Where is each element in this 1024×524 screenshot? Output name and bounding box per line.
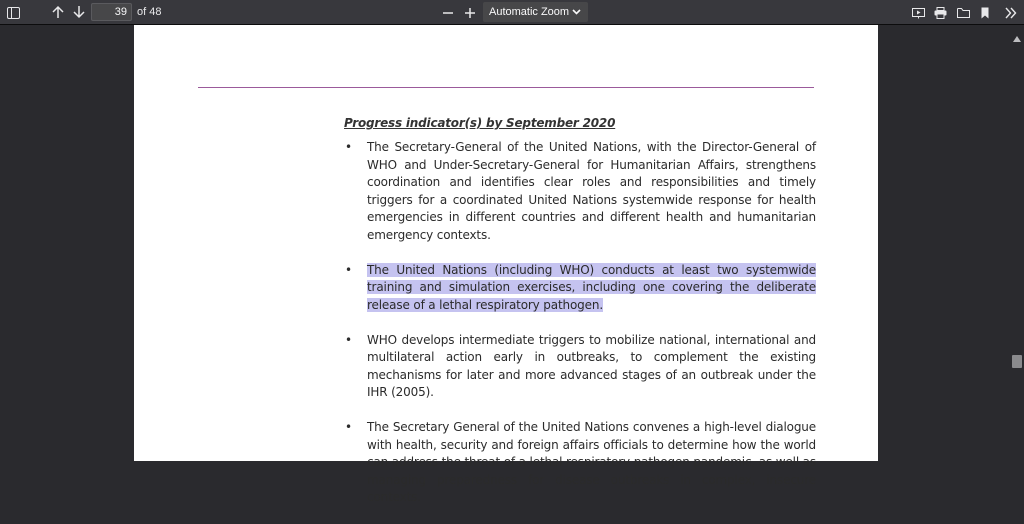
document-viewer[interactable] bbox=[0, 25, 1010, 504]
list-item-text: The Secretary-General of the United Nations, with the Director-General of WHO and Under-Secretary-General for Humanitarian Affairs, strengthens coordination and identifies clear roles and responsibilities and timely triggers for a coordinated United Nations systemwide response for health emergencies in different countries and different health and humanitarian emergency contexts. bbox=[367, 140, 816, 242]
bullet: • bbox=[345, 420, 352, 434]
zoom-value: Automatic Zoom bbox=[489, 6, 570, 18]
minus-icon[interactable] bbox=[437, 3, 459, 22]
vertical-scrollbar[interactable] bbox=[1010, 25, 1024, 461]
plus-icon[interactable] bbox=[459, 3, 481, 22]
double-chevron-right-icon[interactable] bbox=[1000, 3, 1022, 22]
list-item-highlighted bbox=[344, 262, 816, 315]
folder-icon[interactable] bbox=[952, 3, 974, 22]
scrollbar-thumb[interactable] bbox=[1012, 355, 1022, 368]
pdf-page bbox=[134, 25, 878, 504]
print-icon[interactable] bbox=[929, 3, 951, 22]
bullet: • bbox=[345, 262, 352, 277]
list-item-text: The Secretary General of the United Nations convenes a high-level dialogue with health, security and foreign affairs officials to determine how the world can address the threat of a lethal respiratory pathogen pandemic, as well as managing preparedness for disease outbreaks in complex, insecure contexts. bbox=[367, 420, 816, 504]
presentation-icon[interactable] bbox=[907, 3, 929, 22]
bookmark-icon[interactable] bbox=[974, 3, 996, 22]
page-count: of 48 bbox=[137, 6, 162, 18]
arrow-up-icon[interactable] bbox=[47, 3, 69, 22]
list-item bbox=[344, 419, 816, 507]
page-number-input[interactable]: 39 bbox=[91, 3, 132, 21]
list-item-text: WHO develops intermediate triggers to mobilize national, international and multilateral action early in outbreaks, to complement the existing mechanisms for later and more advanced stages of an outbreak under the IHR (2005). bbox=[367, 332, 816, 399]
list-item bbox=[344, 332, 816, 402]
section-heading: Progress indicator(s) by September 2020 bbox=[344, 116, 616, 130]
list-item bbox=[344, 139, 816, 244]
highlighted-text[interactable]: The United Nations (including WHO) conducts at least two systemwide training and simulation exercises, including one covering the deliberate release of a lethal respiratory pathogen. bbox=[367, 262, 816, 312]
bullet: • bbox=[345, 140, 352, 154]
scroll-up-icon[interactable] bbox=[1013, 29, 1021, 47]
arrow-down-icon[interactable] bbox=[68, 3, 90, 22]
header-rule bbox=[198, 87, 814, 88]
pdf-toolbar bbox=[0, 0, 1024, 25]
progress-indicator-list bbox=[344, 139, 816, 524]
sidebar-toggle-icon[interactable] bbox=[2, 3, 24, 22]
bullet: • bbox=[345, 332, 352, 347]
zoom-select[interactable] bbox=[483, 2, 588, 22]
